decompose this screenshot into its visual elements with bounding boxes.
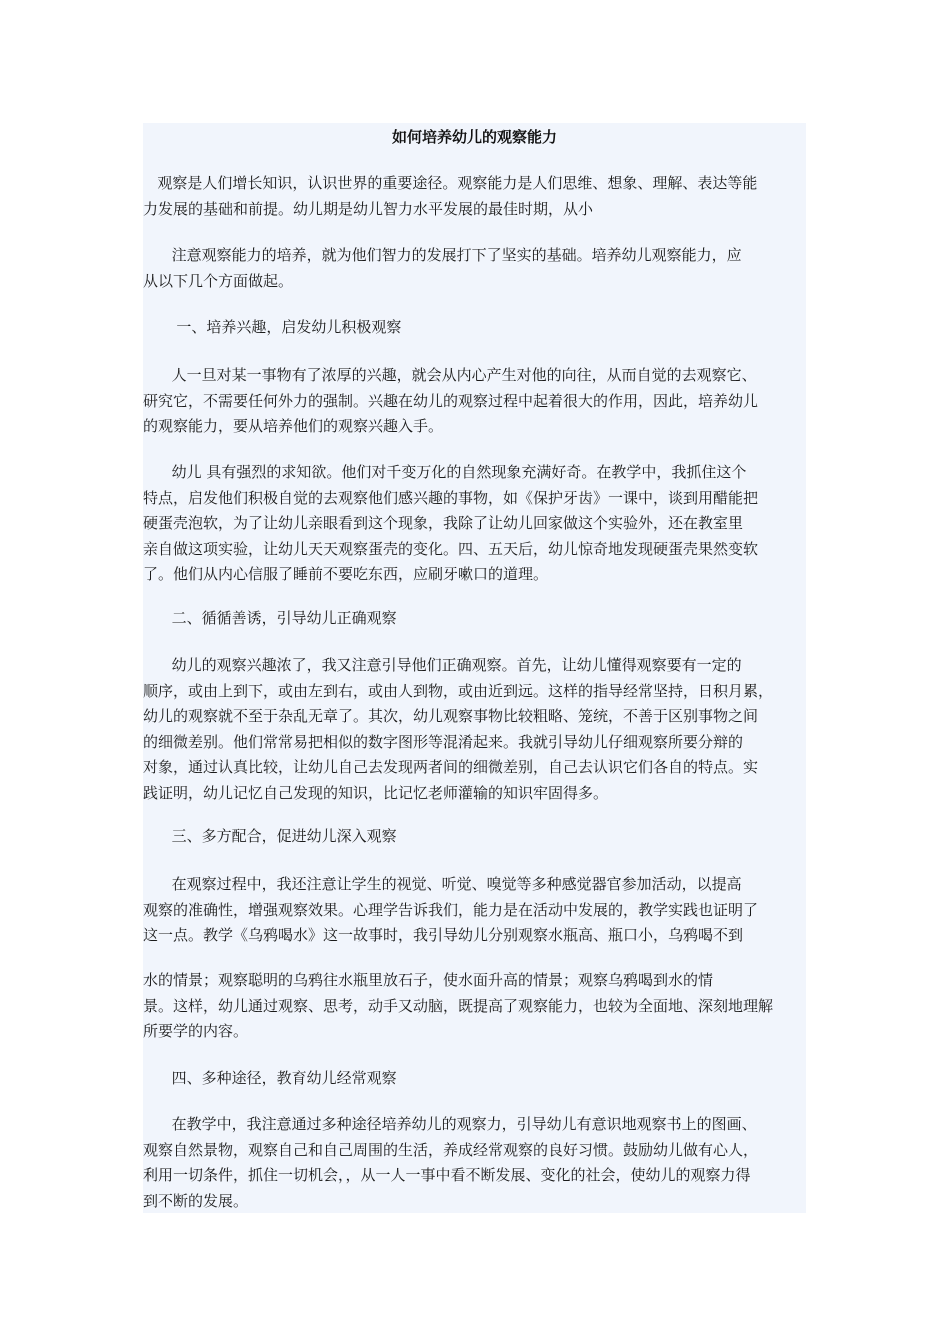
paragraph-intro-1: 观察是人们增长知识，认识世界的重要途径。观察能力是人们思维、想象、理解、表达等能 力发展的基础和前提。幼儿期是幼儿智力水平发展的最佳时期，从小: [143, 174, 758, 218]
section-heading-4: 四、多种途径，教育幼儿经常观察: [143, 1069, 397, 1087]
section-heading-1: 一、培养兴趣，启发幼儿积极观察: [143, 318, 402, 336]
article-body: [143, 123, 806, 1213]
paragraph-section-4: 在教学中，我注意通过多种途径培养幼儿的观察力，引导幼儿有意识地观察书上的图画、 观察自然景物，观察自己和自己周围的生活，养成经常观察的良好习惯。鼓励幼儿做有心人， 利用一切条件，抓住一切机会，，从一人一事中看不断发展、变化的社会，使幼儿的观察力得 到不断的发展。: [143, 1115, 759, 1210]
section-heading-3: 三、多方配合，促进幼儿深入观察: [143, 827, 397, 845]
paragraph-section-1a: 人一旦对某一事物有了浓厚的兴趣，就会从内心产生对他的向往，从而自觉的去观察它、 研究它，不需要任何外力的强制。兴趣在幼儿的观察过程中起着很大的作用，因此，培养幼儿 的观察能力，要从培养他们的观察兴趣入手。: [143, 366, 759, 435]
paragraph-section-2: 幼儿的观察兴趣浓了，我又注意引导他们正确观察。首先，让幼儿懂得观察要有一定的 顺序，或由上到下，或由左到右，或由人到物，或由近到远。这样的指导经常坚持，日积月累， 幼儿的观察就不至于杂乱无章了。其次，幼儿观察事物比较粗略、笼统，不善于区别事物之间 的细微差别。他们常常易把相似的数字图形等混淆起来。我就引导幼儿仔细观察所要分辩的 对象，通过认真比较，让幼儿自己去发现两者间的细微差别，自己去认识它们各自的特点。实 践证明，幼儿记忆自己发现的知识，比记忆老师灌输的知识牢固得多。: [143, 656, 774, 802]
paragraph-intro-2: 注意观察能力的培养，就为他们智力的发展打下了坚实的基础。培养幼儿观察能力，应 从以下几个方面做起。: [143, 246, 742, 290]
section-heading-2: 二、循循善诱，引导幼儿正确观察: [143, 609, 397, 627]
paragraph-section-3a: 在观察过程中，我还注意让学生的视觉、听觉、嗅觉等多种感觉器官参加活动，以提高 观察的准确性，增强观察效果。心理学告诉我们，能力是在活动中发展的，教学实践也证明了 这一点。教学《乌鸦喝水》这一故事时，我引导幼儿分别观察水瓶高、瓶口小，乌鸦喝不到: [143, 875, 759, 944]
paragraph-section-1b: 幼儿 具有强烈的求知欲。他们对千变万化的自然现象充满好奇。在教学中，我抓住这个 特点，启发他们积极自觉的去观察他们感兴趣的事物，如《保护牙齿》一课中，谈到用醋能把 硬蛋壳泡软，为了让幼儿亲眼看到这个现象，我除了让幼儿回家做这个实验外，还在教室里 亲自做这项实验，让幼儿天天观察蛋壳的变化。四、五天后，幼儿惊奇地发现硬蛋壳果然变软 了。他们从内心信服了睡前不要吃东西，应刷牙嗽口的道理。: [143, 463, 759, 583]
paragraph-section-3b: 水的情景；观察聪明的乌鸦往水瓶里放石子，使水面升高的情景；观察乌鸦喝到水的情 景。这样，幼儿通过观察、思考，动手又动脑，既提高了观察能力，也较为全面地、深刻地理解 所要学的内容。: [143, 971, 774, 1040]
article-title: 如何培养幼儿的观察能力: [391, 128, 557, 146]
